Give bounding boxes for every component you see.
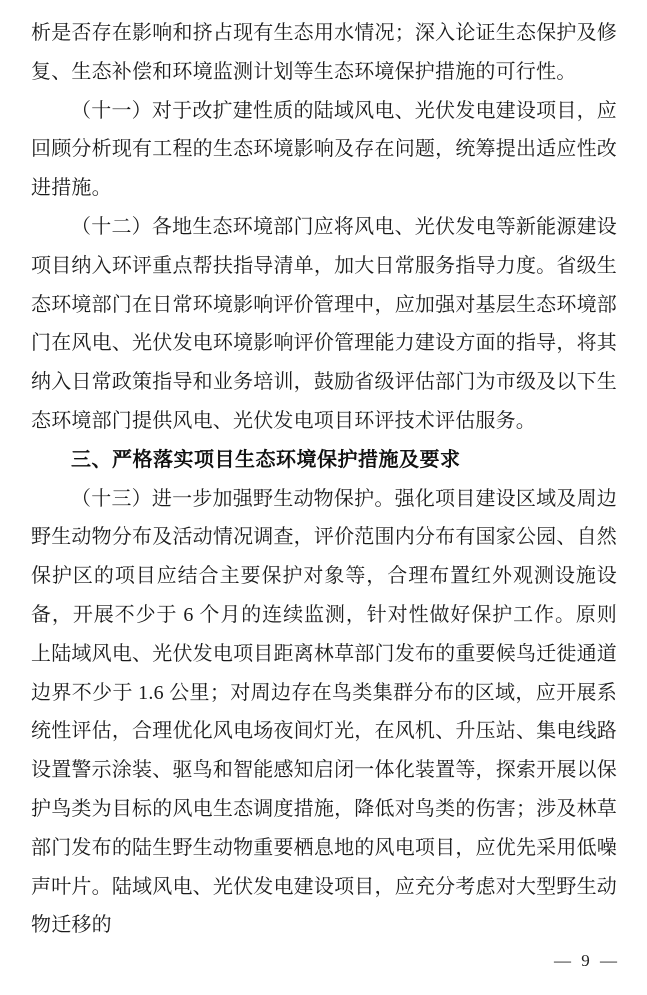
paragraph-item-13: （十三）进一步加强野生动物保护。强化项目建设区域及周边野生动物分布及活动情况调查，评价范围内分布有国家公园、自然保护区的项目应结合主要保护对象等，合理布置红外观测设施设备，开展不少于 6 个月的连续监测，针对性做好保护工作。原则上陆域风电、光伏发电项目距离林草部门发布的重要候鸟迁徙通道边界不少于 1.6 公里；对周边存在鸟类集群分布的区域，应开展系统性评估，合理优化风电场夜间灯光，在风机、升压站、集电线路设置警示涂装、驱鸟和智能感知启闭一体化装置等，探索开展以保护鸟类为目标的风电生态调度措施，降低对鸟类的伤害；涉及林草部门发布的陆生野生动物重要栖息地的风电项目，应优先采用低噪声叶片。陆域风电、光伏发电建设项目，应充分考虑对大型野生动物迁移的 [31,487,617,937]
section-heading-3: 三、严格落实项目生态环境保护措施及要求 [71,448,461,471]
page-number: — 9 — [554,951,620,970]
paragraph-item-12: （十二）各地生态环境部门应将风电、光伏发电等新能源建设项目纳入环评重点帮扶指导清单，加大日常服务指导力度。省级生态环境部门在日常环境影响评价管理中，应加强对基层生态环境部门在风电、光伏发电环境影响评价管理能力建设方面的指导，将其纳入日常政策指导和业务培训，鼓励省级评估部门为市级及以下生态环境部门提供风电、光伏发电项目环评技术评估服务。 [31,215,617,432]
paragraph-continuation: 析是否存在影响和挤占现有生态用水情况；深入论证生态保护及修复、生态补偿和环境监测计划等生态环境保护措施的可行性。 [31,22,617,83]
document-body [31,14,617,945]
paragraph-item-11: （十一）对于改扩建性质的陆域风电、光伏发电建设项目，应回顾分析现有工程的生态环境影响及存在问题，统筹提出适应性改进措施。 [31,99,617,200]
